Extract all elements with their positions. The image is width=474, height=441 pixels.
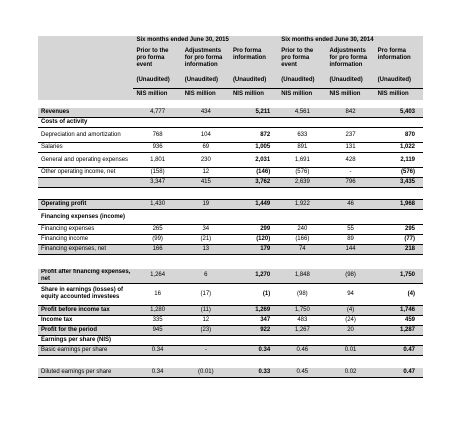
row-label: Income tax — [38, 315, 133, 325]
row-value: 1,691 — [278, 153, 326, 168]
row-value: 0.45 — [278, 368, 326, 378]
row-label: Other operating income, net — [38, 168, 133, 178]
row-value: 12 — [182, 168, 230, 178]
row-value: 335 — [133, 315, 181, 325]
row-value: 1,968 — [375, 200, 423, 210]
unaudited-label: (Unaudited) — [326, 74, 374, 88]
row-value: 131 — [326, 143, 374, 153]
statement-row — [38, 143, 423, 153]
row-label: Financing income — [38, 235, 133, 245]
row-value: 415 — [182, 178, 230, 188]
row-value: 1,750 — [278, 305, 326, 315]
statement-row — [38, 118, 423, 128]
col-proforma-2015: Pro forma information — [232, 48, 266, 61]
row-value — [133, 335, 181, 345]
row-value — [375, 335, 423, 345]
row-value: 0.02 — [326, 368, 374, 378]
unaudited-label: (Unaudited) — [230, 74, 278, 88]
row-value — [326, 118, 374, 128]
row-value: 12 — [182, 315, 230, 325]
statement-row — [38, 108, 423, 118]
spacer-row — [38, 188, 423, 200]
row-value: 872 — [230, 128, 278, 143]
col-prior-2015: Prior to the pro forma event — [136, 48, 169, 68]
unit-label: NIS million — [281, 90, 313, 97]
row-value — [278, 210, 326, 225]
row-value: (11) — [182, 305, 230, 315]
statement-row — [38, 178, 423, 188]
row-label: Diluted earnings per share — [38, 368, 133, 378]
row-value: 1,264 — [133, 269, 181, 284]
row-value: (576) — [375, 168, 423, 178]
statement-row — [38, 245, 423, 255]
row-value: 295 — [375, 225, 423, 235]
row-value: 55 — [326, 225, 374, 235]
row-value: 0.47 — [375, 368, 423, 378]
row-value: 2,639 — [278, 178, 326, 188]
row-value: 240 — [278, 225, 326, 235]
statement-row — [38, 168, 423, 178]
spacer-row — [38, 100, 423, 108]
row-value: 3,762 — [230, 178, 278, 188]
row-value: 1,430 — [133, 200, 181, 210]
row-value: 69 — [182, 143, 230, 153]
row-value: (21) — [182, 235, 230, 245]
row-value: (24) — [326, 315, 374, 325]
row-value: (98) — [278, 283, 326, 305]
statement-row — [38, 335, 423, 345]
statement-row — [38, 235, 423, 245]
row-value: 428 — [326, 153, 374, 168]
row-value: 0.34 — [133, 368, 181, 378]
row-label: Profit after financing expenses, net — [38, 269, 133, 284]
row-value: 768 — [133, 128, 181, 143]
statement-row — [38, 368, 423, 378]
row-value: (0.01) — [182, 368, 230, 378]
row-value: 94 — [326, 283, 374, 305]
unit-label: NIS million — [136, 90, 168, 97]
row-value — [133, 118, 181, 128]
row-value: 1,269 — [230, 305, 278, 315]
row-value: 19 — [182, 200, 230, 210]
row-value: 1,449 — [230, 200, 278, 210]
row-label: Financing expenses (income) — [38, 210, 133, 225]
row-value: 34 — [182, 225, 230, 235]
row-value: 13 — [182, 245, 230, 255]
row-value: (4) — [375, 283, 423, 305]
row-value: 144 — [326, 245, 374, 255]
row-value: 4,777 — [133, 108, 181, 118]
unit-label: NIS million — [377, 90, 409, 97]
spacer-row — [38, 355, 423, 368]
row-value: 3,435 — [375, 178, 423, 188]
row-value — [182, 210, 230, 225]
row-value: 1,801 — [133, 153, 181, 168]
statement-row — [38, 153, 423, 168]
unaudited-label: (Unaudited) — [375, 74, 423, 88]
row-value — [230, 118, 278, 128]
row-value: 16 — [133, 283, 181, 305]
row-value — [230, 210, 278, 225]
row-label: Earnings per share (NIS) — [38, 335, 133, 345]
row-value: (120) — [230, 235, 278, 245]
statement-row — [38, 345, 423, 355]
row-label: Depreciation and amortization — [38, 128, 133, 143]
row-label: Share in earnings (losses) of equity accounted investees — [38, 283, 133, 305]
row-value: - — [182, 345, 230, 355]
statement-row — [38, 283, 423, 305]
row-value: 20 — [326, 325, 374, 335]
statement-body — [38, 108, 423, 378]
row-value: 1,022 — [375, 143, 423, 153]
unit-label: NIS million — [184, 90, 216, 97]
row-value: (99) — [133, 235, 181, 245]
row-value: 347 — [230, 315, 278, 325]
statement-row — [38, 210, 423, 225]
col-adjust-2015: Adjustments for pro forma information — [184, 48, 223, 68]
row-value: 265 — [133, 225, 181, 235]
row-label: Costs of activity — [38, 118, 133, 128]
row-value: 922 — [230, 325, 278, 335]
row-value — [230, 335, 278, 345]
period-2015: Six months ended June 30, 2015 — [136, 36, 229, 43]
statement-row — [38, 200, 423, 210]
row-value — [326, 210, 374, 225]
row-value: 870 — [375, 128, 423, 143]
unaudited-label: (Unaudited) — [133, 74, 181, 88]
unit-label: NIS million — [232, 90, 264, 97]
row-value — [278, 335, 326, 345]
row-label: Salaries — [38, 143, 133, 153]
col-adjust-2014: Adjustments for pro forma information — [329, 48, 368, 68]
row-value: 179 — [230, 245, 278, 255]
period-header-row — [38, 36, 423, 44]
row-label: Revenues — [38, 108, 133, 118]
statement-row — [38, 269, 423, 284]
row-value: (17) — [182, 283, 230, 305]
row-value: 2,119 — [375, 153, 423, 168]
row-value — [278, 118, 326, 128]
row-value: (576) — [278, 168, 326, 178]
row-value — [375, 118, 423, 128]
period-2014: Six months ended June 30, 2014 — [281, 36, 374, 43]
row-value: 299 — [230, 225, 278, 235]
row-value: (77) — [375, 235, 423, 245]
row-value: 0.34 — [133, 345, 181, 355]
row-value: (1) — [230, 283, 278, 305]
row-value: (4) — [326, 305, 374, 315]
row-value: 0.33 — [230, 368, 278, 378]
row-value: 483 — [278, 315, 326, 325]
row-value: 5,211 — [230, 108, 278, 118]
row-value: 2,031 — [230, 153, 278, 168]
statement-row — [38, 325, 423, 335]
row-value: 1,746 — [375, 305, 423, 315]
row-label: Profit for the period — [38, 325, 133, 335]
row-value: 3,347 — [133, 178, 181, 188]
row-value — [375, 210, 423, 225]
statement-row — [38, 305, 423, 315]
row-value: 936 — [133, 143, 181, 153]
row-value: (146) — [230, 168, 278, 178]
row-label: Basic earnings per share — [38, 345, 133, 355]
unit-row — [38, 88, 423, 100]
row-value: 796 — [326, 178, 374, 188]
statement-row — [38, 128, 423, 143]
col-proforma-2014: Pro forma information — [377, 48, 411, 61]
row-value: 434 — [182, 108, 230, 118]
financial-statement — [38, 36, 423, 378]
row-value: 166 — [133, 245, 181, 255]
unaudited-label: (Unaudited) — [182, 74, 230, 88]
row-value: 1,750 — [375, 269, 423, 284]
row-value: 1,280 — [133, 305, 181, 315]
row-value — [182, 118, 230, 128]
row-value: 1,922 — [278, 200, 326, 210]
row-label — [38, 178, 133, 188]
row-value: 6 — [182, 269, 230, 284]
row-value: 0.46 — [278, 345, 326, 355]
row-value: 0.47 — [375, 345, 423, 355]
row-value: 5,403 — [375, 108, 423, 118]
row-value: 218 — [375, 245, 423, 255]
row-value — [182, 335, 230, 345]
row-value: 459 — [375, 315, 423, 325]
row-value: 89 — [326, 235, 374, 245]
row-value: - — [326, 168, 374, 178]
row-label: Financing expenses, net — [38, 245, 133, 255]
row-label: General and operating expenses — [38, 153, 133, 168]
column-header-row — [38, 44, 423, 74]
row-value — [326, 335, 374, 345]
row-value: 1,848 — [278, 269, 326, 284]
row-value: 0.34 — [230, 345, 278, 355]
row-value: 0.01 — [326, 345, 374, 355]
unit-label: NIS million — [329, 90, 361, 97]
row-value: 46 — [326, 200, 374, 210]
row-value: (98) — [326, 269, 374, 284]
row-value: 230 — [182, 153, 230, 168]
col-prior-2014: Prior to the pro forma event — [281, 48, 314, 68]
row-value: 1,270 — [230, 269, 278, 284]
row-value: 945 — [133, 325, 181, 335]
statement-row — [38, 315, 423, 325]
unaudited-row — [38, 74, 423, 88]
row-value: 104 — [182, 128, 230, 143]
statement-table — [38, 36, 423, 378]
row-value: 842 — [326, 108, 374, 118]
row-value: (158) — [133, 168, 181, 178]
statement-row — [38, 225, 423, 235]
row-value: 891 — [278, 143, 326, 153]
row-value: 4,561 — [278, 108, 326, 118]
row-value — [133, 210, 181, 225]
row-value: 633 — [278, 128, 326, 143]
row-label: Profit before income tax — [38, 305, 133, 315]
row-label: Operating profit — [38, 200, 133, 210]
row-label: Financing expenses — [38, 225, 133, 235]
spacer-row — [38, 255, 423, 269]
unaudited-label: (Unaudited) — [278, 74, 326, 88]
row-value: 1,005 — [230, 143, 278, 153]
row-value: 1,287 — [375, 325, 423, 335]
row-value: (23) — [182, 325, 230, 335]
row-value: 237 — [326, 128, 374, 143]
row-value: 1,267 — [278, 325, 326, 335]
row-value: (166) — [278, 235, 326, 245]
row-value: 74 — [278, 245, 326, 255]
